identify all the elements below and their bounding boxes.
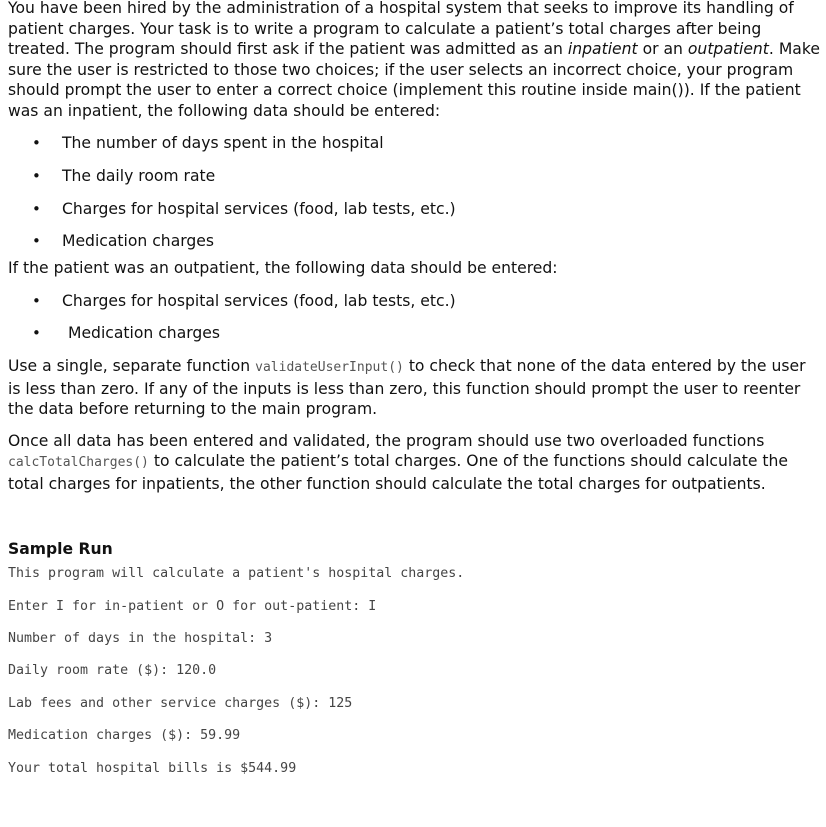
sample-line: Number of days in the hospital: 3 bbox=[8, 631, 273, 647]
assignment-document bbox=[8, 0, 820, 785]
outpatient-intro: If the patient was an outpatient, the following data should be entered: bbox=[8, 259, 558, 278]
outpatient-data-list bbox=[8, 285, 820, 351]
sample-run-heading: Sample Run bbox=[8, 540, 113, 559]
bullet-icon: • bbox=[32, 324, 41, 343]
bullet-icon: • bbox=[32, 166, 41, 185]
validate-function-code: validateUserInput() bbox=[255, 360, 404, 376]
sample-line: Daily room rate ($): 120.0 bbox=[8, 663, 217, 679]
list-item: • Charges for hospital services (food, lab tests, etc.) bbox=[8, 193, 820, 226]
validate-paragraph: Use a single, separate function validateUserInput() to check that none of the data entered by the user is less than zero. If any of the inputs is less than zero, this function should prompt the user to reenter the data before returning to the main program. bbox=[8, 357, 806, 419]
inpatient-data-list bbox=[8, 127, 820, 258]
list-item: • Medication charges bbox=[8, 317, 820, 350]
sample-line: Your total hospital bills is $544.99 bbox=[8, 760, 297, 776]
calc-function-code: calcTotalCharges() bbox=[8, 455, 149, 471]
intro-paragraph: You have been hired by the administration of a hospital system that seeks to improve its handling of patient charges. Your task is to write a program to calculate a patient’s total charges after being treated. The program should first ask if the patient was admitted as an inpatient or an outpatient. Make sure the user is restricted to those two choices; if the user selects an incorrect choice, your program should prompt the user to enter a correct choice (implement this routine inside main()). If the patient was an inpatient, the following data should be entered: bbox=[8, 0, 820, 120]
sample-line: Medication charges ($): 59.99 bbox=[8, 728, 241, 744]
sample-run-output bbox=[8, 558, 820, 785]
sample-line: Lab fees and other service charges ($): 125 bbox=[8, 695, 353, 711]
calc-paragraph: Once all data has been entered and validated, the program should use two overloaded functions calcTotalCharges() to calculate the patient’s total charges. One of the functions should calculate the total charges for inpatients, the other function should calculate the total charges for outpatients. bbox=[8, 431, 789, 493]
bullet-icon: • bbox=[32, 199, 41, 218]
inpatient-term: inpatient bbox=[567, 40, 638, 58]
list-item: • The daily room rate bbox=[8, 160, 820, 193]
outpatient-term: outpatient bbox=[687, 40, 769, 58]
bullet-icon: • bbox=[32, 291, 41, 310]
list-item: • Medication charges bbox=[8, 225, 820, 258]
sample-line: Enter I for in-patient or O for out-patient: I bbox=[8, 598, 377, 614]
sample-line: This program will calculate a patient's hospital charges. bbox=[8, 566, 465, 582]
list-item: • The number of days spent in the hospital bbox=[8, 127, 820, 160]
list-item: • Charges for hospital services (food, lab tests, etc.) bbox=[8, 285, 820, 318]
bullet-icon: • bbox=[32, 134, 41, 152]
bullet-icon: • bbox=[32, 232, 41, 251]
